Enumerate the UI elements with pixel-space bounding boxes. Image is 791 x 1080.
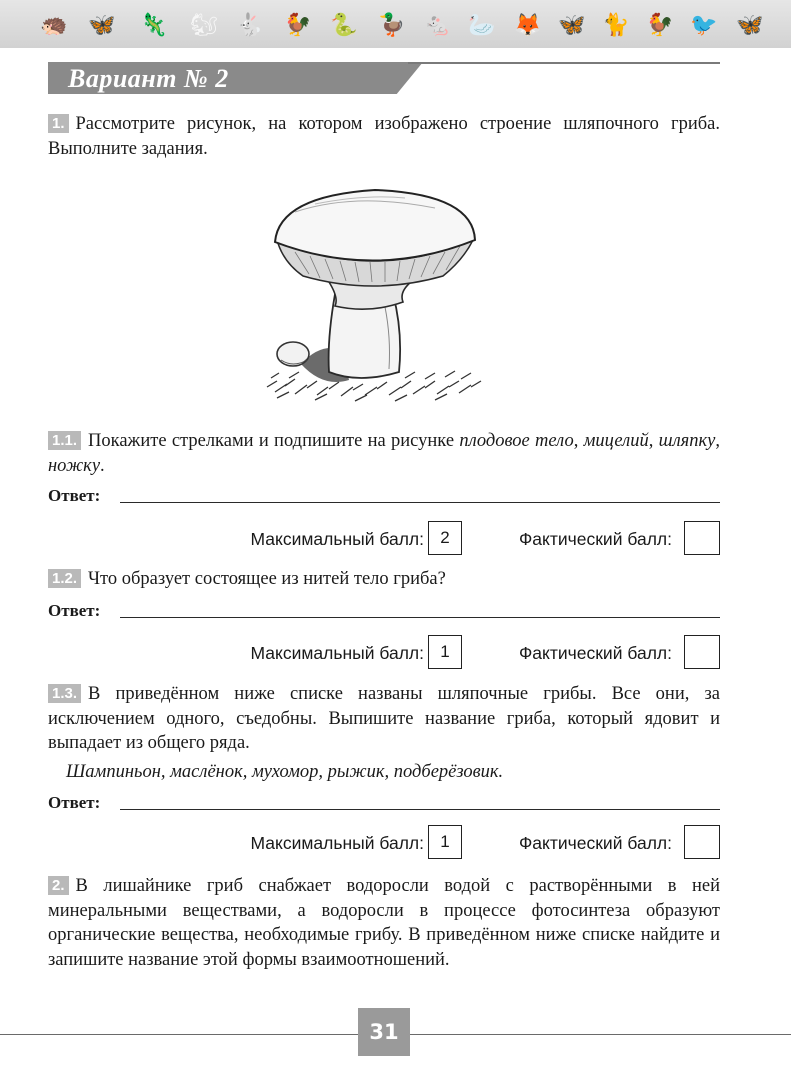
task-1-2 [48,567,720,592]
animal-silhouette-icon: 🦔 [40,12,68,37]
animal-silhouette-icon: 🦋 [558,12,586,37]
animal-silhouette-icon: 🐁 [424,12,452,37]
footer-rule-right [410,1034,791,1035]
mushroom-illustration [255,182,495,404]
answer-row-1-2[interactable] [48,601,720,625]
score-row-1-3 [48,825,720,861]
animal-silhouette-icon: 🐍 [330,12,358,37]
task-2-text: В лишайнике гриб снабжает водоросли водой с растворёнными в ней минеральными веществами, а водоросли в процессе фотосинтеза образуют органические вещества, необходимые грибу. В приведённом ниже списке найдите и запишите название этой формы взаимоотношений. [48,876,720,970]
term-mycelium: мицелий [583,431,649,451]
max-score-label: Максимальный балл: [250,529,424,549]
animal-silhouette-icon: 🦎 [140,12,168,37]
answer-row-1-1[interactable] [48,486,720,510]
animal-silhouette-icon: 🐓 [646,12,674,37]
variant-header-rule [408,62,720,64]
term-stem: ножку [48,455,101,476]
answer-line[interactable] [120,809,720,810]
task-number-badge: 1.3. [48,684,81,703]
max-score-box: 1 [428,635,462,669]
max-score-box: 1 [428,825,462,859]
actual-score-label: Фактический балл: [519,529,672,549]
animal-silhouette-icon: 🐿 [190,12,218,37]
max-score-label: Максимальный балл: [250,643,424,663]
task-2 [48,874,720,972]
animal-silhouette-icon: 🦊 [514,12,542,37]
animal-silhouette-icon: 🦢 [468,12,496,37]
animal-silhouette-icon: 🦋 [88,12,116,37]
task-1-1: 1.1. Покажите стрелками и подпишите на рисунке плодовое тело, мицелий, шляпку, ножку. [48,431,721,476]
page-number: 31 [358,1008,410,1056]
animal-silhouette-icon: 🐦 [690,12,718,37]
term-cap: шляпку [658,431,716,451]
task-1-3 [48,682,720,756]
answer-line[interactable] [120,617,720,618]
variant-header [48,62,718,96]
term-fruit-body: плодовое тело [459,431,574,451]
answer-label: Ответ: [48,601,101,620]
task-number-badge: 1.2. [48,569,81,588]
answer-row-1-3[interactable] [48,793,720,817]
animal-silhouette-icon: 🐓 [284,12,312,37]
actual-score-label: Фактический балл: [519,833,672,853]
task-number-badge: 1.1. [48,431,81,450]
animal-silhouette-icon: 🐈 [602,12,630,37]
task-1 [48,112,720,161]
animal-silhouette-icon: 🦋 [736,12,764,37]
task-1-1-text: Покажите стрелками и подпишите на рисунке [88,431,460,451]
decorative-animal-strip [0,0,791,48]
answer-label: Ответ: [48,793,101,812]
answer-line[interactable] [120,502,720,503]
footer-rule-left [0,1034,358,1035]
task-1-3-text: В приведённом ниже списке названы шляпочные грибы. Все они, за исключением одного, съедобны. Выпишите название гриба, который ядовит и выпадает из общего ряда. [48,684,720,753]
task-number-badge: 1. [48,114,69,133]
score-row-1-2 [48,635,720,671]
animal-silhouette-icon: 🐇 [236,12,264,37]
task-number-badge: 2. [48,876,69,895]
mushroom-list: Шампиньон, маслёнок, мухомор, рыжик, подберёзовик. [66,762,504,782]
actual-score-label: Фактический балл: [519,643,672,663]
task-1-2-text: Что образует состоящее из нитей тело гриба? [88,569,446,589]
score-row-1-1 [48,521,720,557]
actual-score-box[interactable] [684,521,720,555]
answer-label: Ответ: [48,486,101,505]
variant-title: Вариант № 2 [68,64,229,93]
max-score-label: Максимальный балл: [250,833,424,853]
actual-score-box[interactable] [684,635,720,669]
task-1-text: Рассмотрите рисунок, на котором изображено строение шляпочного гриба. Выполните задания. [48,114,720,159]
actual-score-box[interactable] [684,825,720,859]
animal-silhouette-icon: 🦆 [378,12,406,37]
max-score-box: 2 [428,521,462,555]
